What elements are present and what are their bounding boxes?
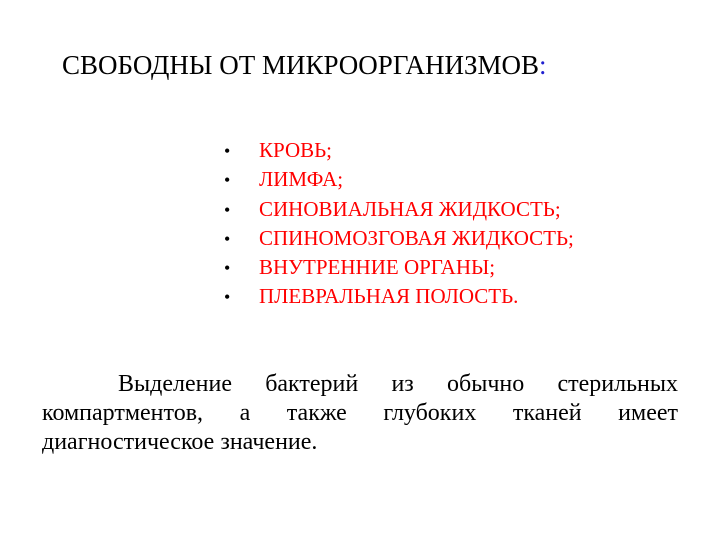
list-item — [224, 167, 574, 196]
list-item-text: ЛИМФА; — [259, 167, 344, 192]
title-text: СВОБОДНЫ ОТ МИКРООРГАНИЗМОВ — [62, 50, 540, 80]
list-item — [224, 138, 574, 167]
list-item-text: СПИНОМОЗГОВАЯ ЖИДКОСТЬ; — [259, 225, 574, 250]
bullet-icon: • — [224, 170, 231, 191]
bullet-icon: • — [224, 287, 231, 308]
list-item — [224, 226, 574, 255]
diagnostic-paragraph: Выделение бактерий из обычно стерильных компартментов, а также глубоких тканей имеет диагностическое значение. — [42, 371, 678, 455]
sterile-sites-list — [224, 138, 574, 314]
list-item-text: ПЛЕВРАЛЬНАЯ ПОЛОСТЬ. — [259, 284, 519, 309]
title-colon: : — [539, 50, 547, 80]
list-item — [224, 255, 574, 284]
bullet-icon: • — [224, 141, 231, 161]
bullet-icon: • — [224, 228, 231, 249]
list-item-text: СИНОВИАЛЬНАЯ ЖИДКОСТЬ; — [259, 196, 561, 221]
list-item — [224, 197, 574, 226]
list-item-text: ВНУТРЕННИЕ ОРГАНЫ; — [259, 255, 496, 280]
bullet-icon: • — [224, 199, 231, 220]
list-item — [224, 284, 574, 313]
slide-title — [62, 50, 547, 81]
bullet-icon: • — [224, 258, 231, 279]
list-item-text: КРОВЬ; — [259, 138, 333, 162]
